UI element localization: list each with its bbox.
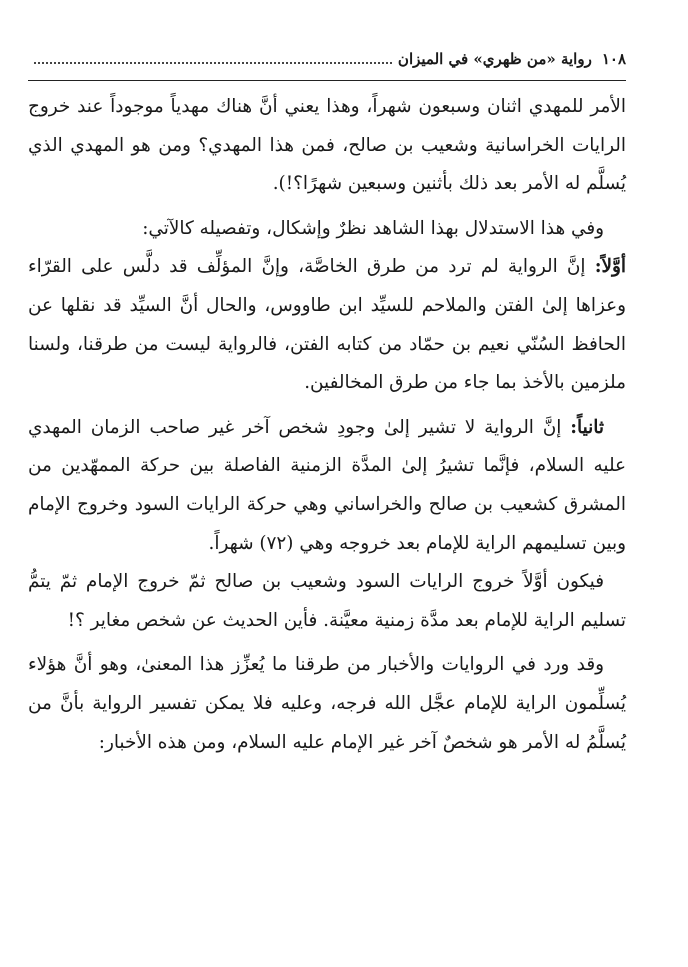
page-number: ١٠٨ <box>601 50 626 68</box>
paragraph-6 <box>28 646 626 762</box>
running-header <box>28 50 626 68</box>
book-title: رواية «من ظهري» في الميزان <box>397 50 592 68</box>
paragraph-lead: أوَّلاً: <box>594 256 626 278</box>
paragraph-text: إنَّ الرواية لم ترد من طرق الخاصَّة، وإنَّ المؤلِّف قد دلَّس على القرّاء وعزاها إلىٰ الفتن والملاحم للسيِّد ابن طاووس، والحال أنَّ السيِّد قد نقلها عن الحافظ السُنّي نعيم بن حمّاد من كتابه الفتن، فالرواية ليست من طرقنا، ولسنا ملزمين بالأخذ بما جاء من طرق المخالفين. <box>28 256 626 394</box>
paragraph-2 <box>28 210 626 249</box>
paragraph-1 <box>28 88 626 204</box>
paragraph-text: وقد ورد في الروايات والأخبار من طرقنا ما يُعزِّز هذا المعنىٰ، وهو أنَّ هؤلاء يُسلِّمون الراية للإمام عجَّل الله فرجه، وعليه فلا يمكن تفسير الرواية بأنَّ من يُسلَّمُ له الأمر هو شخصٌ آخر غير الإمام عليه السلام، ومن هذه الأخبار: <box>28 654 626 753</box>
paragraph-text: وفي هذا الاستدلال بهذا الشاهد نظرٌ وإشكال، وتفصيله كالآتي: <box>142 217 604 239</box>
paragraph-text: فيكون أوَّلاً خروج الرايات السود وشعيب بن صالح ثمّ خروج الإمام ثمّ يتمُّ تسليم الراية للإمام بعد مدَّة زمنية معيَّنة. فأين الحديث عن شخص مغاير ؟! <box>28 571 626 631</box>
paragraph-3 <box>28 248 626 402</box>
paragraph-4 <box>28 409 626 563</box>
header-dot-leader <box>34 50 392 64</box>
header-rule <box>28 80 626 81</box>
paragraph-lead: ثانياً: <box>570 416 604 438</box>
paragraph-5 <box>28 563 626 640</box>
paragraph-text: الأمر للمهدي اثنان وسبعون شهراً، وهذا يعني أنَّ هناك مهدياً موجوداً عند خروج الرايات الخراسانية وشعيب بن صالح، فمن هذا المهدي؟ ومن هو المهدي الذي يُسلَّم له الأمر بعد ذلك بأثنين وسبعين شهرًا؟!). <box>28 96 626 195</box>
page-body <box>28 88 626 762</box>
paragraph-text: إنَّ الرواية لا تشير إلىٰ وجودِ شخص آخر غير صاحب الزمان المهدي عليه السلام، فإنَّما تشيرُ إلىٰ المدَّة الزمنية الفاصلة بين حركة الممهّدين من المشرق كشعيب بن صالح والخراساني وهي حركة الرايات السود وخروج الإمام وبين تسليمهم الراية للإمام بعد خروجه وهي (٧٢) شهراً. <box>28 416 626 554</box>
